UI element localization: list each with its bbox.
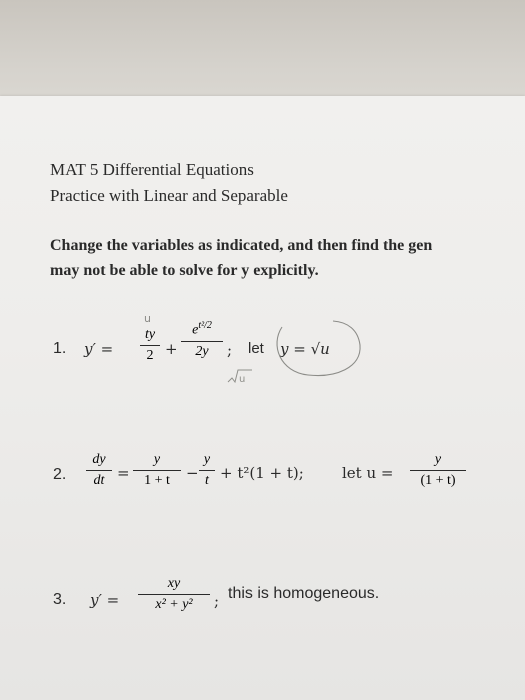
problem-1-lhs: y′ =	[84, 340, 114, 358]
numerator: dy	[92, 452, 106, 467]
handwritten-u-under-root: u	[239, 374, 246, 385]
problem-3-lhs: y′ =	[90, 591, 120, 609]
denominator: 2	[146, 348, 154, 363]
instruction-line-1: Change the variables as indicated, and then find the gen	[50, 237, 433, 254]
instruction-line-2: may not be able to solve for y explicitly.	[50, 262, 319, 279]
substitution: y = √u	[280, 340, 330, 358]
denominator: x² + y²	[155, 597, 193, 612]
denominator: 2y	[195, 343, 209, 359]
operator: −	[186, 464, 199, 482]
numerator: y	[153, 452, 161, 467]
problem-number: 3.	[53, 591, 67, 608]
exponent: t²/2	[198, 320, 212, 331]
worksheet-subtitle: Practice with Linear and Separable	[50, 186, 288, 205]
denominator: 1 + t	[144, 473, 170, 488]
numerator: y	[434, 452, 442, 467]
expression-tail: + t²(1 + t);	[220, 464, 304, 482]
denominator: (1 + t)	[420, 473, 456, 488]
handwritten-circle	[277, 321, 360, 376]
separator: ;	[214, 592, 220, 610]
base: e	[192, 322, 199, 338]
homogeneous-note: this is homogeneous.	[228, 585, 380, 602]
problem-number: 1.	[53, 340, 67, 357]
let-keyword: let	[248, 340, 264, 357]
handwritten-u: u	[144, 312, 151, 325]
numerator: xy	[167, 576, 181, 591]
substitution-label: let u =	[342, 464, 394, 482]
numerator: y	[203, 452, 211, 467]
separator: ;	[227, 341, 233, 359]
course-title: MAT 5 Differential Equations	[50, 160, 254, 179]
denominator: dt	[93, 473, 105, 488]
problem-number: 2.	[53, 466, 67, 483]
operator: +	[165, 340, 178, 358]
equals-sign: =	[117, 464, 130, 482]
numerator: ty	[144, 327, 156, 342]
denominator: t	[205, 473, 209, 488]
